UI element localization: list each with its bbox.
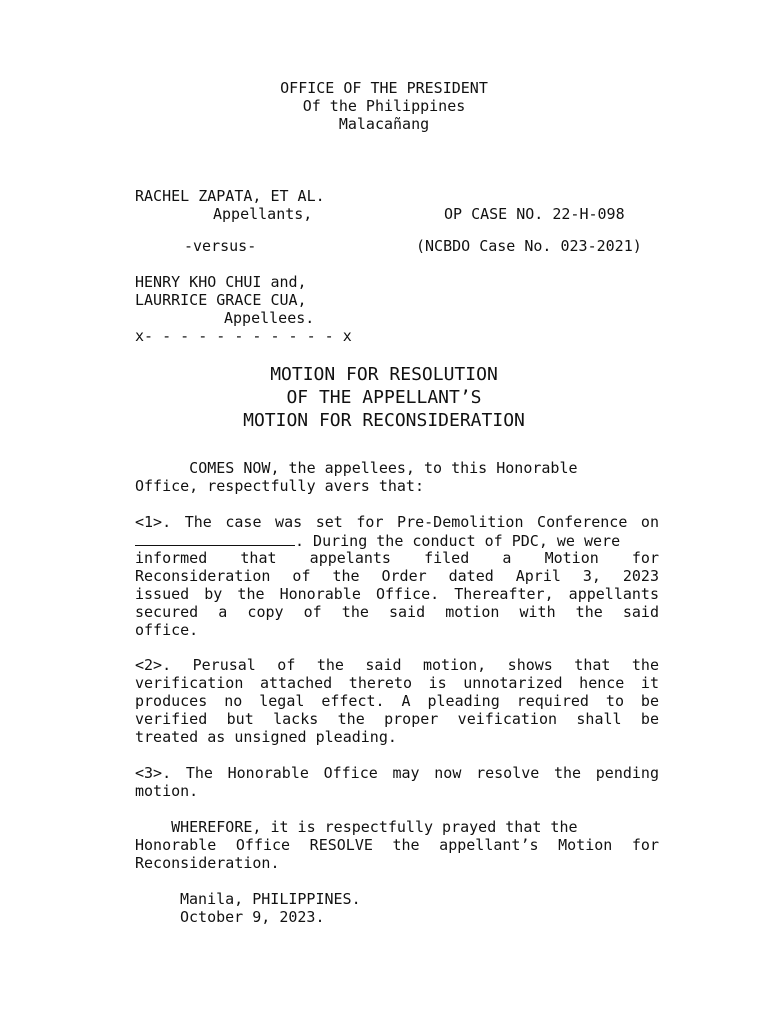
intro-line: Office, respectfully avers that:	[135, 477, 424, 495]
appellee-2: LAURRICE GRACE CUA,	[135, 291, 307, 309]
paragraph-1-line: Reconsideration of the Order dated April 3, 2023	[135, 567, 659, 585]
paragraph-2	[135, 656, 659, 746]
appellants-label: Appellants,	[213, 205, 313, 223]
wherefore-paragraph	[135, 818, 659, 872]
appellants-name: RACHEL ZAPATA, ET AL.	[135, 187, 325, 205]
paragraph-2-line: produces no legal effect. A pleading required to be	[135, 692, 659, 710]
paragraph-2-line: <2>. Perusal of the said motion, shows that the	[135, 656, 659, 674]
appellee-1: HENRY KHO CHUI and,	[135, 273, 307, 291]
caption-separator: x- - - - - - - - - - - x	[135, 327, 352, 345]
wherefore-line: WHEREFORE, it is respectfully prayed that the	[135, 818, 578, 836]
paragraph-1-line-text: . During the conduct of PDC, we were	[295, 532, 621, 550]
blank-date-field	[135, 531, 295, 546]
paragraph-3	[135, 764, 659, 800]
closing-date: October 9, 2023.	[180, 908, 325, 926]
paragraph-1-line: <1>. The case was set for Pre-Demolition Conference on	[135, 513, 659, 531]
header-place: Malacañang	[338, 115, 430, 133]
motion-title-line2: OF THE APPELLANT’S	[286, 387, 482, 408]
appellees-label: Appellees.	[224, 309, 315, 327]
intro-paragraph	[135, 459, 659, 495]
header-office: OFFICE OF THE PRESIDENT	[280, 79, 488, 97]
paragraph-1	[135, 513, 659, 639]
wherefore-line: Honorable Office RESOLVE the appellant’s Motion for	[135, 836, 659, 854]
paragraph-3-line: motion.	[135, 782, 199, 800]
paragraph-1-line: issued by the Honorable Office. Thereafter, appellants	[135, 585, 659, 603]
paragraph-1-line: office.	[135, 621, 199, 639]
closing-place: Manila, PHILIPPINES.	[180, 890, 361, 908]
paragraph-1-line	[135, 531, 659, 549]
header-country: Of the Philippines	[302, 97, 466, 115]
versus-label: -versus-	[184, 237, 257, 255]
case-number: OP CASE NO. 22-H-098	[444, 205, 625, 223]
paragraph-2-line: verified but lacks the proper veification shall be	[135, 710, 659, 728]
wherefore-line: Reconsideration.	[135, 854, 280, 872]
ncbdo-case-number: (NCBDO Case No. 023-2021)	[416, 237, 642, 255]
paragraph-2-line: verification attached thereto is unnotarized hence it	[135, 674, 659, 692]
motion-title-line3: MOTION FOR RECONSIDERATION	[243, 410, 525, 431]
intro-line: COMES NOW, the appellees, to this Honorable	[135, 459, 578, 477]
paragraph-2-line: treated as unsigned pleading.	[135, 728, 397, 746]
paragraph-1-line: secured a copy of the said motion with the said	[135, 603, 659, 621]
paragraph-3-line: <3>. The Honorable Office may now resolve the pending	[135, 764, 659, 782]
paragraph-1-line: informed that appelants filed a Motion for	[135, 549, 659, 567]
motion-title-line1: MOTION FOR RESOLUTION	[270, 364, 498, 385]
